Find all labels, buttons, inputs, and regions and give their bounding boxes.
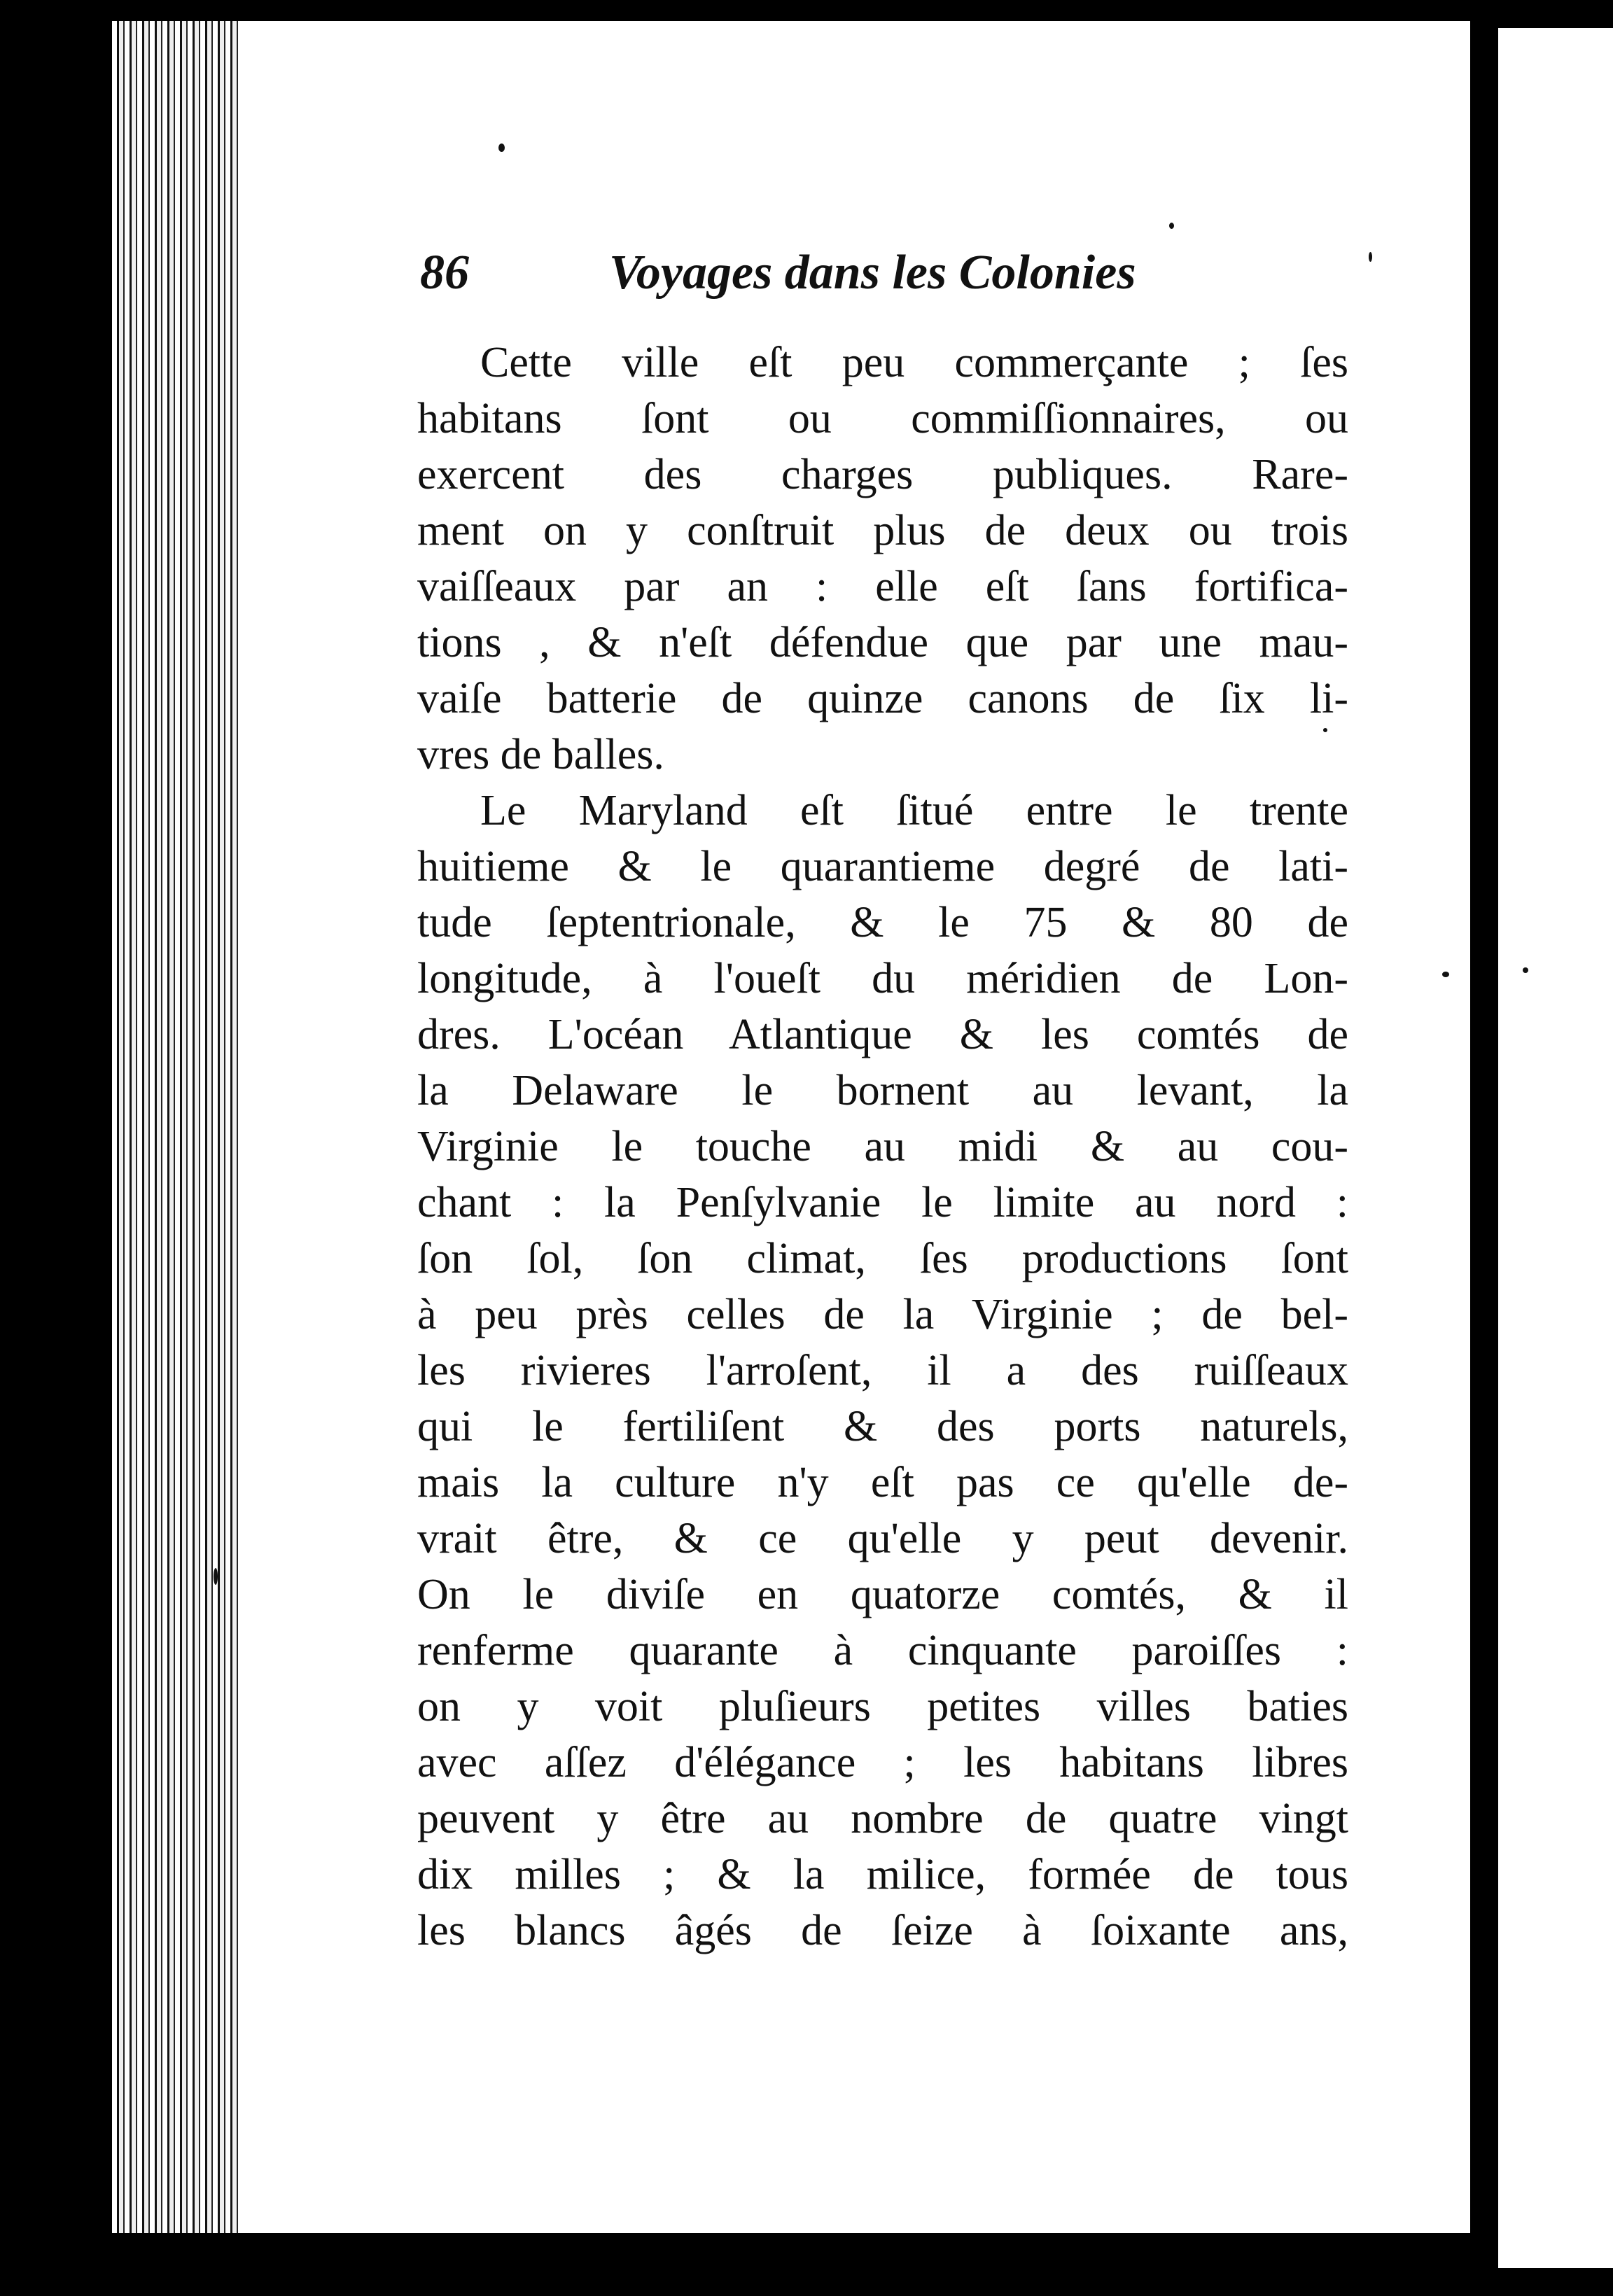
gutter-shadow bbox=[1476, 21, 1498, 2247]
speck bbox=[214, 1568, 218, 1585]
text-line: Le Maryland eſt ſitué entre le trente bbox=[480, 787, 1348, 834]
text-line: vrait être, & ce qu'elle y peut devenir. bbox=[417, 1515, 1348, 1562]
speck bbox=[1523, 967, 1528, 973]
text-line: Cette ville eſt peu commerçante ; ſes bbox=[480, 339, 1348, 386]
page-number: 86 bbox=[420, 246, 469, 300]
text-line: la Delaware le bornent au levant, la bbox=[417, 1067, 1348, 1114]
text-line: vaiſſeaux par an : elle eſt ſans fortifica- bbox=[417, 563, 1348, 610]
text-line: mais la culture n'y eſt pas ce qu'elle de- bbox=[417, 1459, 1348, 1506]
text-line: Virginie le touche au midi & au cou- bbox=[417, 1123, 1348, 1170]
page-header bbox=[420, 245, 1400, 329]
text-line: exercent des charges publiques. Rare- bbox=[417, 451, 1348, 498]
text-line: avec aſſez d'élégance ; les habitans libres bbox=[417, 1739, 1348, 1786]
text-line: dres. L'océan Atlantique & les comtés de bbox=[417, 1011, 1348, 1058]
text-line: vres de balles. bbox=[417, 731, 664, 778]
speck bbox=[498, 144, 505, 152]
page-edges bbox=[112, 21, 252, 2233]
text-line: dix milles ; & la milice, formée de tous bbox=[417, 1851, 1348, 1898]
text-line: qui le fertiliſent & des ports naturels, bbox=[417, 1403, 1348, 1450]
text-line: vaiſe batterie de quinze canons de ſix li- bbox=[417, 675, 1348, 722]
text-line: huitieme & le quarantieme degré de lati- bbox=[417, 843, 1348, 890]
text-line: peuvent y être au nombre de quatre vingt bbox=[417, 1795, 1348, 1842]
text-line: ment on y conſtruit plus de deux ou trois bbox=[417, 507, 1348, 554]
text-line: à peu près celles de la Virginie ; de bel- bbox=[417, 1291, 1348, 1338]
speck bbox=[1369, 252, 1372, 262]
speck bbox=[1323, 728, 1327, 732]
text-line: chant : la Penſylvanie le limite au nord : bbox=[417, 1179, 1348, 1226]
running-title: Voyages dans les Colonies bbox=[609, 246, 1136, 300]
text-line: longitude, à l'oueſt du méridien de Lon- bbox=[417, 955, 1348, 1002]
text-line: habitans ſont ou commiſſionnaires, ou bbox=[417, 395, 1348, 442]
speck bbox=[1169, 223, 1174, 229]
facing-page-edge bbox=[1498, 28, 1613, 2268]
text-line: On le diviſe en quatorze comtés, & il bbox=[417, 1571, 1348, 1618]
text-line: renferme quarante à cinquante paroiſſes : bbox=[417, 1627, 1348, 1674]
text-line: tude ſeptentrionale, & le 75 & 80 de bbox=[417, 899, 1348, 946]
text-line: tions , & n'eſt défendue que par une mau- bbox=[417, 619, 1348, 666]
speck bbox=[1442, 972, 1449, 977]
text-line: on y voit pluſieurs petites villes baties bbox=[417, 1683, 1348, 1730]
text-line: les blancs âgés de ſeize à ſoixante ans, bbox=[417, 1907, 1348, 1954]
text-line: ſon ſol, ſon climat, ſes productions ſont bbox=[417, 1235, 1348, 1282]
text-line: les rivieres l'arroſent, il a des ruiſſeaux bbox=[417, 1347, 1348, 1394]
body-text bbox=[417, 335, 1348, 1959]
